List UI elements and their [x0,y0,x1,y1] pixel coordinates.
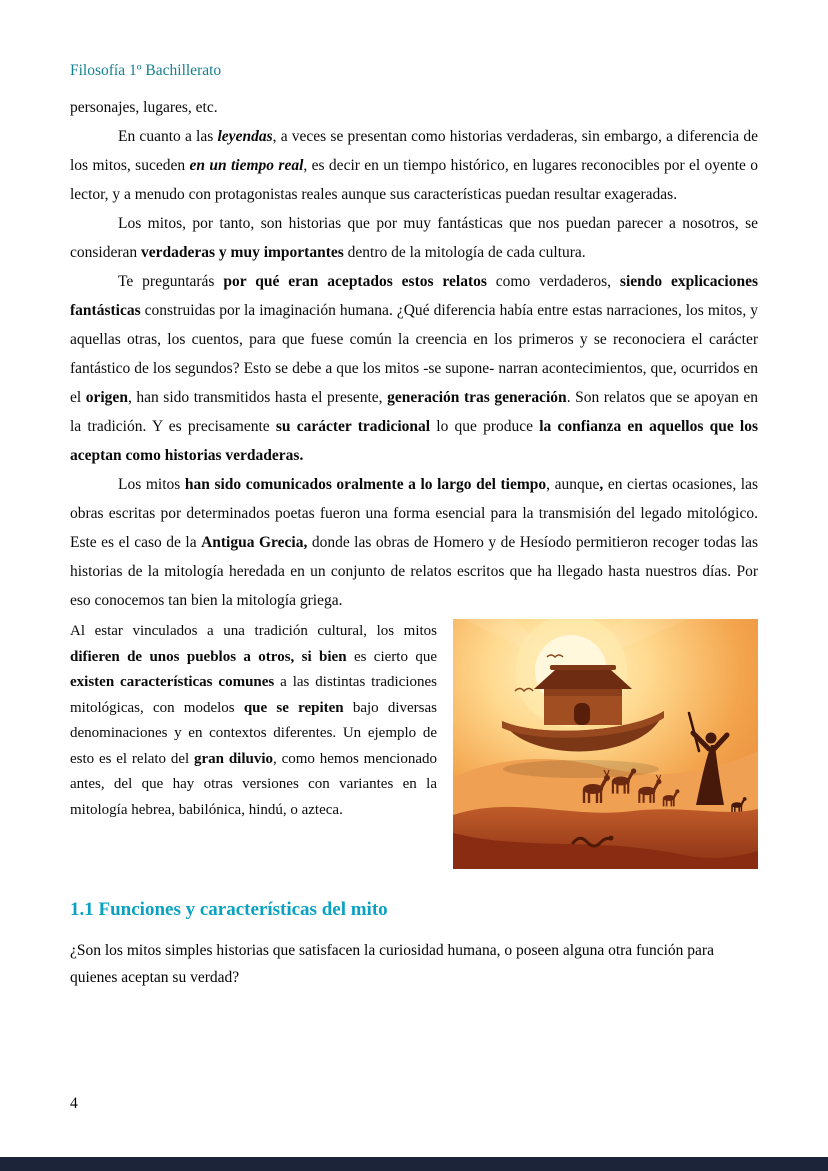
next-page-edge [0,1157,828,1171]
paragraph [70,93,758,122]
text-run: a las distintas tradiciones mitológicas, con modelos [70,674,437,716]
ark-shadow [503,760,659,778]
text-run: , a veces se presentan como historias verdaderas, sin embargo, a diferencia de los mitos, suceden [70,128,758,174]
text-image-row [70,619,758,869]
text-run: origen [85,389,128,406]
section-heading: 1.1 Funciones y características del mito [70,899,388,920]
page-number: 4 [70,1095,78,1112]
text-run: han sido comunicados oralmente a lo largo del tiempo [184,476,547,493]
text-run: construidas por la imaginación humana. ¿Qué diferencia había entre estas narraciones, los mitos, y aquellas otras, los cuentos, para que fuese común la creencia en los primeros y se reconociera el carácter fantástico de los segundos? Esto se debe a que los mitos -se supone- narran acontecimientos, que, ocurridos en el [70,302,758,406]
text-run: personajes, lugares, etc. [70,99,218,116]
text-run: , aunque [546,476,600,493]
text-run: lo que produce [430,418,540,435]
text-run: En cuanto a las [118,128,218,145]
text-run: dentro de la mitología de cada cultura. [343,244,586,261]
text-run: en ciertas ocasiones, las obras escritas por determinados poetas fueron una forma esencial para la transmisión del legado mitológico. Este es el caso de la [70,476,758,551]
text-run: la confianza en aquellos que los aceptan como historias verdaderas. [70,418,758,464]
paragraph [70,470,758,615]
text-run: gran diluvio [194,750,274,767]
text-run: verdaderas y muy importantes [141,244,344,261]
text-run: , es decir en un tiempo histórico, en lugares reconocibles por el oyente o lector, y a menudo con protagonistas reales aunque sus características puedan resultar exageradas. [70,157,759,203]
text-run: en un tiempo real [189,157,304,174]
text-run: Te preguntarás [118,273,224,290]
noah-ark-illustration [453,619,758,869]
text-run: , han sido transmitidos hasta el presente, [127,389,388,406]
text-run: es cierto que [346,648,437,665]
text-run: difieren de unos pueblos a otros, si bien [70,648,347,665]
paragraph [70,267,758,470]
text-run: Los mitos, por tanto, son historias que por muy fantásticas que nos puedan parecer a nosotros, se consideran [70,215,758,261]
text-run: existen características comunes [70,674,275,690]
text-run: Antigua Grecia, [201,534,308,551]
text-run: por qué eran aceptados estos relatos [223,273,487,290]
paragraph [70,122,758,209]
paragraph [70,209,758,267]
text-run: Al estar vinculados a una tradición cultural, los mitos [70,623,437,639]
text-run: bajo diversas denominaciones y en contextos diferentes. Un ejemplo de esto es el relato del [70,699,438,767]
paragraph [70,619,437,823]
text-run: su carácter tradicional [275,418,431,435]
text-run: siendo explicaciones fantásticas [70,273,758,319]
text-run: , [599,476,604,493]
text-run: leyendas [217,128,273,145]
text-run: . Son relatos que se apoyan en la tradición. Y es precisamente [70,389,759,435]
text-run: , como hemos mencionado antes, del que hay otras versiones con variantes en la mitología hebrea, babilónica, hindú, o azteca. [70,750,437,818]
text-run: Los mitos [118,476,185,493]
document-header: Filosofía 1º Bachillerato [70,62,222,79]
text-run: donde las obras de Homero y de Hesíodo permitieron recoger todas las historias de la mitología heredada en un conjunto de relatos escritos que ha llegado hasta nuestros días. Por eso conocemos tan bien la mitología griega. [70,534,759,609]
text-run: generación tras generación [387,389,567,406]
text-run: que se repiten [243,699,344,716]
paragraph: ¿Son los mitos simples historias que satisfacen la curiosidad humana, o poseen alguna otra función para quienes aceptan su verdad? [70,942,714,986]
text-run: como verdaderos, [486,273,620,290]
